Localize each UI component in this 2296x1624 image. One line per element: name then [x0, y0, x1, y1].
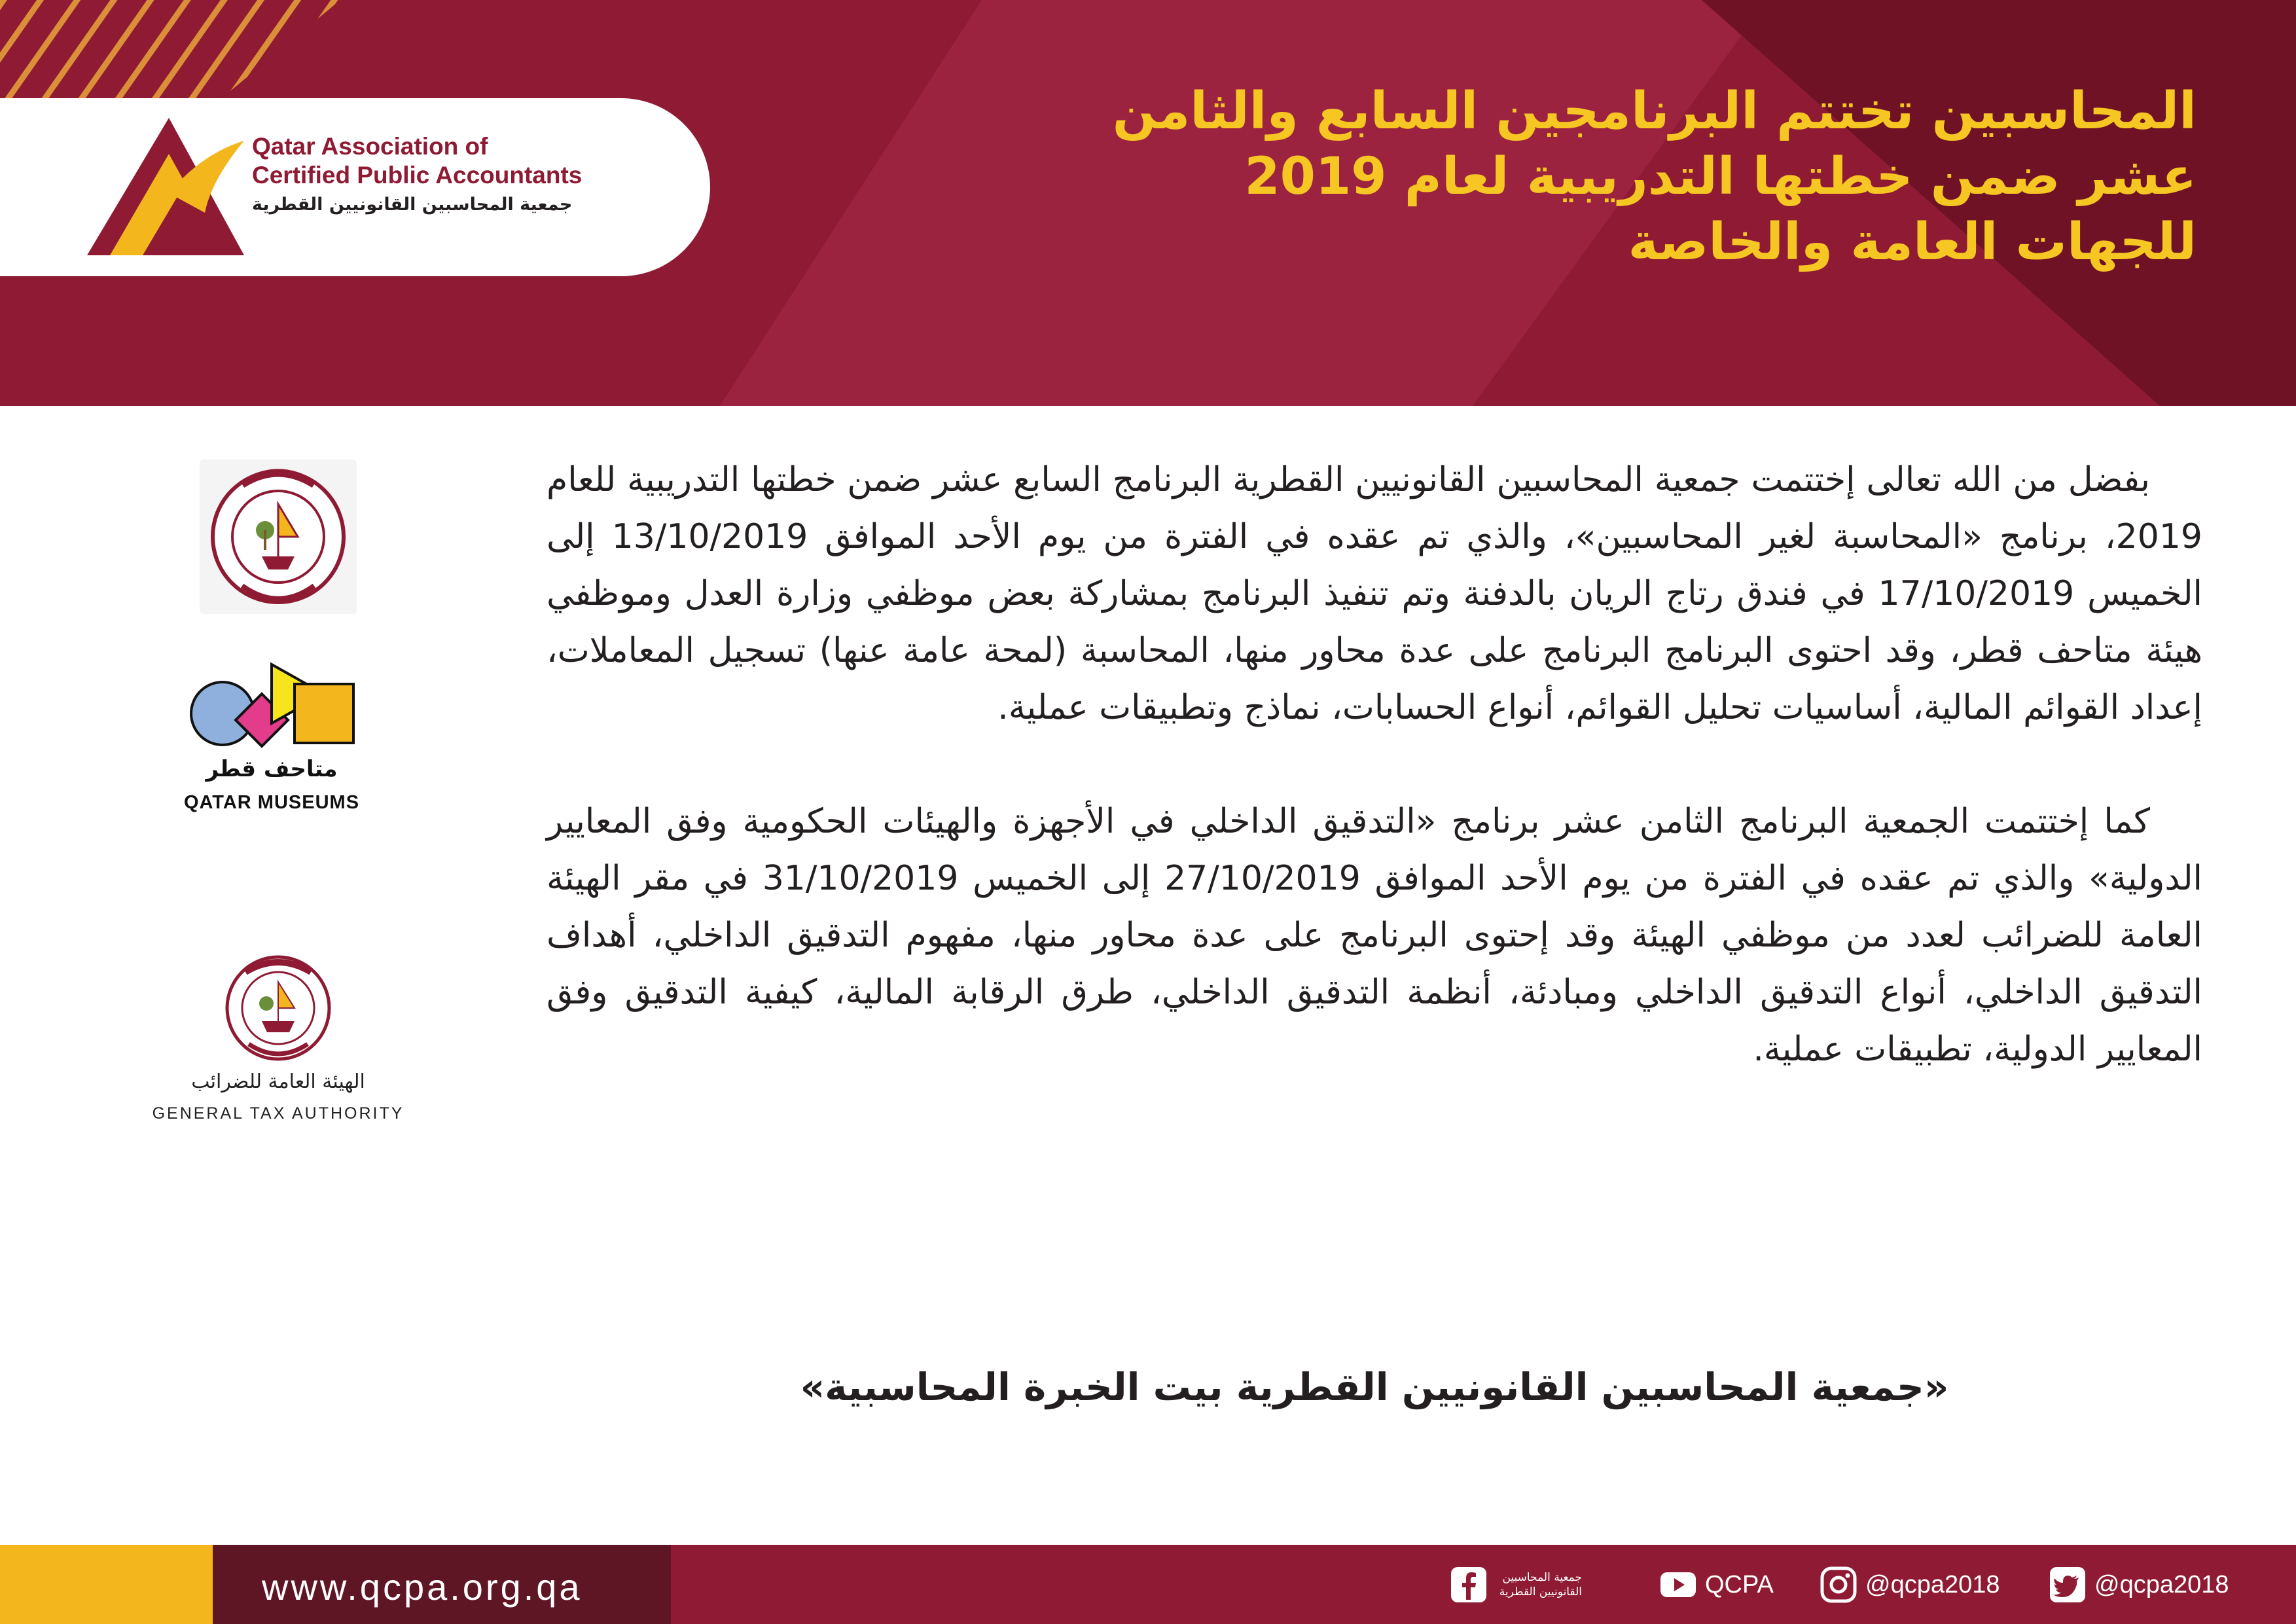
article-paragraph-1: بفضل من الله تعالى إختتمت جمعية المحاسبين القانونيين القطرية البرنامج السابع عشر ضمن خطتها التدريبية للعام 2019، برنامج «المحاسبة لغير المحاسبين»، والذي تم عقده في الفترة من يوم الأحد الموافق 13/10/2019 إلى الخميس 17/10/2019 في فندق رتاج الريان بالدفنة وتم تنفيذ البرنامج بمشاركة بعض موظفي وزارة العدل وموظفي هيئة متاحف قطر، وقد احتوى البرنامج البرنامج على عدة محاور منها، المحاسبة (لمحة عامة عنها) تسجيل المعاملات، إعداد القوائم المالية، أساسيات تحليل القوائم، أنواع الحسابات، نماذج وتطبيقات عملية. [547, 460, 2203, 727]
org-name-en-line2: Certified Public Accountants [252, 162, 583, 189]
website-link[interactable]: www.qcpa.org.qa [262, 1566, 583, 1608]
qatar-museums-name-en: QATAR MUSEUMS [183, 792, 360, 813]
qcpa-logo [0, 98, 710, 276]
youtube-icon [1659, 1566, 1697, 1604]
header-banner [0, 0, 2296, 406]
headline-line-2: عشر ضمن خطتها التدريبية لعام 2019 [1244, 147, 2197, 206]
gta-name-ar: الهيئة العامة للضرائب [191, 1070, 365, 1093]
qatar-museums-name-ar: متاحف قطر [206, 756, 338, 782]
ministry-of-justice-logo [196, 458, 360, 615]
footer-bar [0, 1545, 2296, 1624]
instagram-icon [1820, 1566, 1857, 1604]
qcpa-logo-text [252, 132, 697, 220]
youtube-label: QCPA [1705, 1570, 1774, 1598]
headline [822, 79, 2197, 275]
gta-name-en: GENERAL TAX AUTHORITY [152, 1104, 404, 1123]
article-paragraph-2: كما إختتمت الجمعية البرنامج الثامن عشر برنامج «التدقيق الداخلي في الأجهزة والهيئات الحكومية وفق المعايير الدولية» والذي تم عقده في الفترة من يوم الأحد الموافق 27/10/2019 إلى الخميس 31/10/2019 في مقر الهيئة العامة للضرائب لعدد من موظفي الهيئة وقد إحتوى البرنامج على عدة محاور منها، مفهوم التدقيق الداخلي، أهداف التدقيق الداخلي، أنواع التدقيق الداخلي ومبادئة، أنظمة التدقيق الداخلي، طرق الرقابة المالية، كيفية التدقيق وفق المعايير الدولية، تطبيقات عملية. [547, 802, 2202, 1069]
qatar-museums-logo [183, 658, 360, 828]
tagline: «جمعية المحاسبين القانونيين القطرية بيت الخبرة المحاسبية» [800, 1365, 1949, 1409]
instagram-label: @qcpa2018 [1865, 1570, 2000, 1598]
facebook-label: جمعية المحاسبين القانونيين القطرية [1499, 1571, 1582, 1598]
headline-line-3: للجهات العامة والخاصة [1628, 213, 2197, 272]
twitter-label: @qcpa2018 [2094, 1570, 2229, 1598]
headline-line-1: المحاسبين تختتم البرنامجين السابع والثامن [1112, 82, 2197, 141]
org-name-ar: جمعية المحاسبين القانونيين القطرية [252, 194, 573, 215]
org-name-en-line1: Qatar Association of [252, 133, 488, 160]
article-body [547, 452, 2202, 1078]
qatar-museums-shapes-icon [183, 658, 360, 756]
facebook-link[interactable] [1450, 1564, 1582, 1605]
general-tax-authority-logo [141, 952, 416, 1129]
state-of-qatar-emblem-icon [141, 952, 416, 1064]
facebook-icon [1450, 1566, 1488, 1604]
instagram-link[interactable] [1820, 1564, 2000, 1605]
footer-gold-block [0, 1545, 213, 1624]
ministry-of-justice-emblem-icon [196, 458, 360, 615]
youtube-link[interactable] [1659, 1564, 1774, 1605]
qcpa-triangle-icon [71, 115, 244, 259]
twitter-icon [2049, 1566, 2087, 1604]
twitter-link[interactable] [2049, 1564, 2229, 1605]
